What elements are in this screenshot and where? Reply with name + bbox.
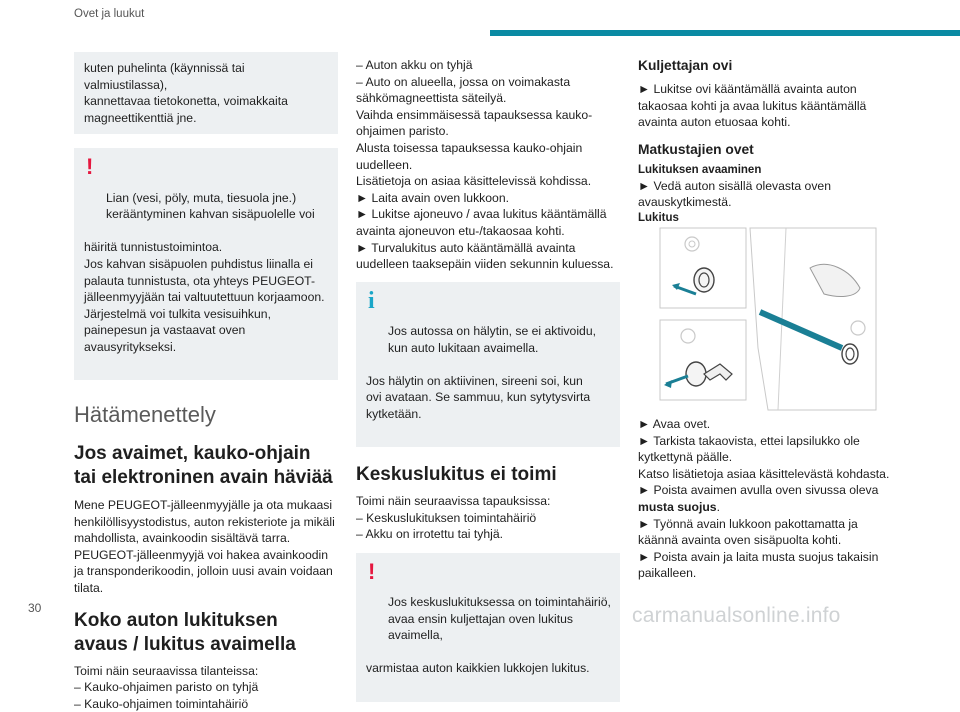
info-box — [356, 282, 620, 447]
page-number: 30 — [28, 601, 42, 615]
warning-text-first: Lian (vesi, pöly, muta, tiesuola jne.) kerääntyminen kahvan sisäpuolelle voi — [106, 190, 315, 222]
paragraph-battery: – Auton akku on tyhjä – Auto on alueella, jossa on voimakasta sähkömagneettista säteilyä. Vaihda ensimmäisessä tapauksessa kauko- ohjaimen paristo. Alusta toisessa tapauksessa kauko-ohjain uudelleen. Lisätietoja on asiaa käsittelevissä kohdissa. ► Laita avain oven lukkoon. ► Lukitse ajoneuvo / avaa lukitus kääntämällä avainta ajoneuvon etu-/takaosaa kohti. ► Turvalukitus auto kääntämällä avainta uudelleen taaksepäin viiden sekunnin kuluessa. — [356, 58, 614, 272]
column-1 — [74, 52, 338, 712]
info-text-rest: Jos hälytin on aktiivinen, sireeni soi, kun ovi avataan. Se sammuu, kun sytytysvirta kytketään. — [366, 373, 591, 421]
heading-key-locking: Koko auton lukituksen avaus / lukitus avaimella — [74, 609, 296, 655]
header-accent-bar — [490, 30, 960, 36]
paragraph-locking-steps — [638, 416, 902, 582]
paragraph-key-locking: Toimi näin seuraavissa tilanteissa: – Kauko-ohjaimen paristo on tyhjä – Kauko-ohjaimen toimintahäiriö — [74, 663, 259, 711]
warning-text-rest: häiritä tunnistustoimintoa. Jos kahvan sisäpuolen puhdistus liinalla ei palauta tunnistusta, ota yhteys PEUGEOT- jälleenmyyjään tai valtuutettuun korjaamoon. Järjestelmä voi tulkita vesisuihkun, painepesun ja vastaavat oven avausyritykseksi. — [84, 240, 325, 354]
locking-steps-bold: musta suojus — [638, 499, 717, 514]
paragraph-lost-keys: Mene PEUGEOT-jälleenmyyjälle ja ota mukaasi henkilöllisyystodistus, auton rekisteriote ja mikäli mahdollista, avainkoodin sisältävä tarra. PEUGEOT-jälleenmyyjä voi hakea avainkoodin ja transponderikoodin, jolloin uusi avain voidaan tilata. — [74, 498, 335, 596]
exclamation-icon: ! — [86, 154, 94, 180]
note-box: kuten puhelinta (käynnissä tai valmiustilassa), kannettavaa tietokonetta, voimakkaita magneettikenttiä jne. — [74, 52, 338, 134]
column-3 — [638, 57, 902, 226]
subheading-locking: Lukitus — [638, 211, 679, 224]
heading-lost-keys: Jos avaimet, kauko-ohjain tai elektroninen avain häviää — [74, 443, 333, 489]
heading-passenger-doors: Matkustajien ovet — [638, 141, 754, 157]
locking-steps-part-2: . ► Työnnä avain lukkoon pakottamatta ja käännä avainta oven sisäpuolta kohti. ► Poista avain ja laita musta suojus takaisin paikalleen. — [638, 499, 879, 581]
section-title: Hätämenettely — [74, 402, 216, 428]
running-header: Ovet ja luukut — [74, 8, 145, 20]
locking-steps-part-1: ► Avaa ovet. ► Tarkista takaovista, ettei lapsilukko ole kytkettynä päälle. Katso lisätietoja asiaa käsittelevästä kohdasta. ► Poista avaimen avulla oven sivussa oleva — [638, 417, 890, 498]
door-lock-illustration — [660, 228, 876, 410]
subheading-unlocking: Lukituksen avaaminen — [638, 163, 762, 176]
info-text-first: Jos autossa on hälytin, se ei aktivoidu, kun auto lukitaan avaimella. — [388, 323, 596, 355]
column-2 — [356, 57, 620, 702]
door-lock-drawing — [660, 228, 876, 410]
heading-central-locking: Keskuslukitus ei toimi — [356, 464, 557, 486]
warning-box-2 — [356, 553, 620, 702]
warning2-text-rest: varmistaa auton kaikkien lukkojen lukitus. — [366, 661, 590, 676]
paragraph-central-locking: Toimi näin seuraavissa tapauksissa: – Keskuslukituksen toimintahäiriö – Akku on irrotettu tai tyhjä. — [356, 494, 551, 542]
column-3-lower — [638, 416, 902, 582]
exclamation-icon: ! — [368, 558, 376, 584]
paragraph-driver-door: ► Lukitse ovi kääntämällä avainta auton takaosaa kohti ja avaa lukitus kääntämällä avainta auton etuosaa kohti. — [638, 82, 867, 130]
info-icon: i — [368, 287, 375, 314]
watermark: carmanualsonline.info — [632, 604, 841, 627]
heading-driver-door: Kuljettajan ovi — [638, 58, 733, 73]
paragraph-unlocking: ► Vedä auton sisällä olevasta oven avauskytkimestä. — [638, 178, 831, 210]
warning2-text-first: Jos keskuslukituksessa on toimintahäiriö, avaa ensin kuljettajan oven lukitus avaimella, — [388, 595, 611, 643]
warning-box — [74, 148, 338, 380]
